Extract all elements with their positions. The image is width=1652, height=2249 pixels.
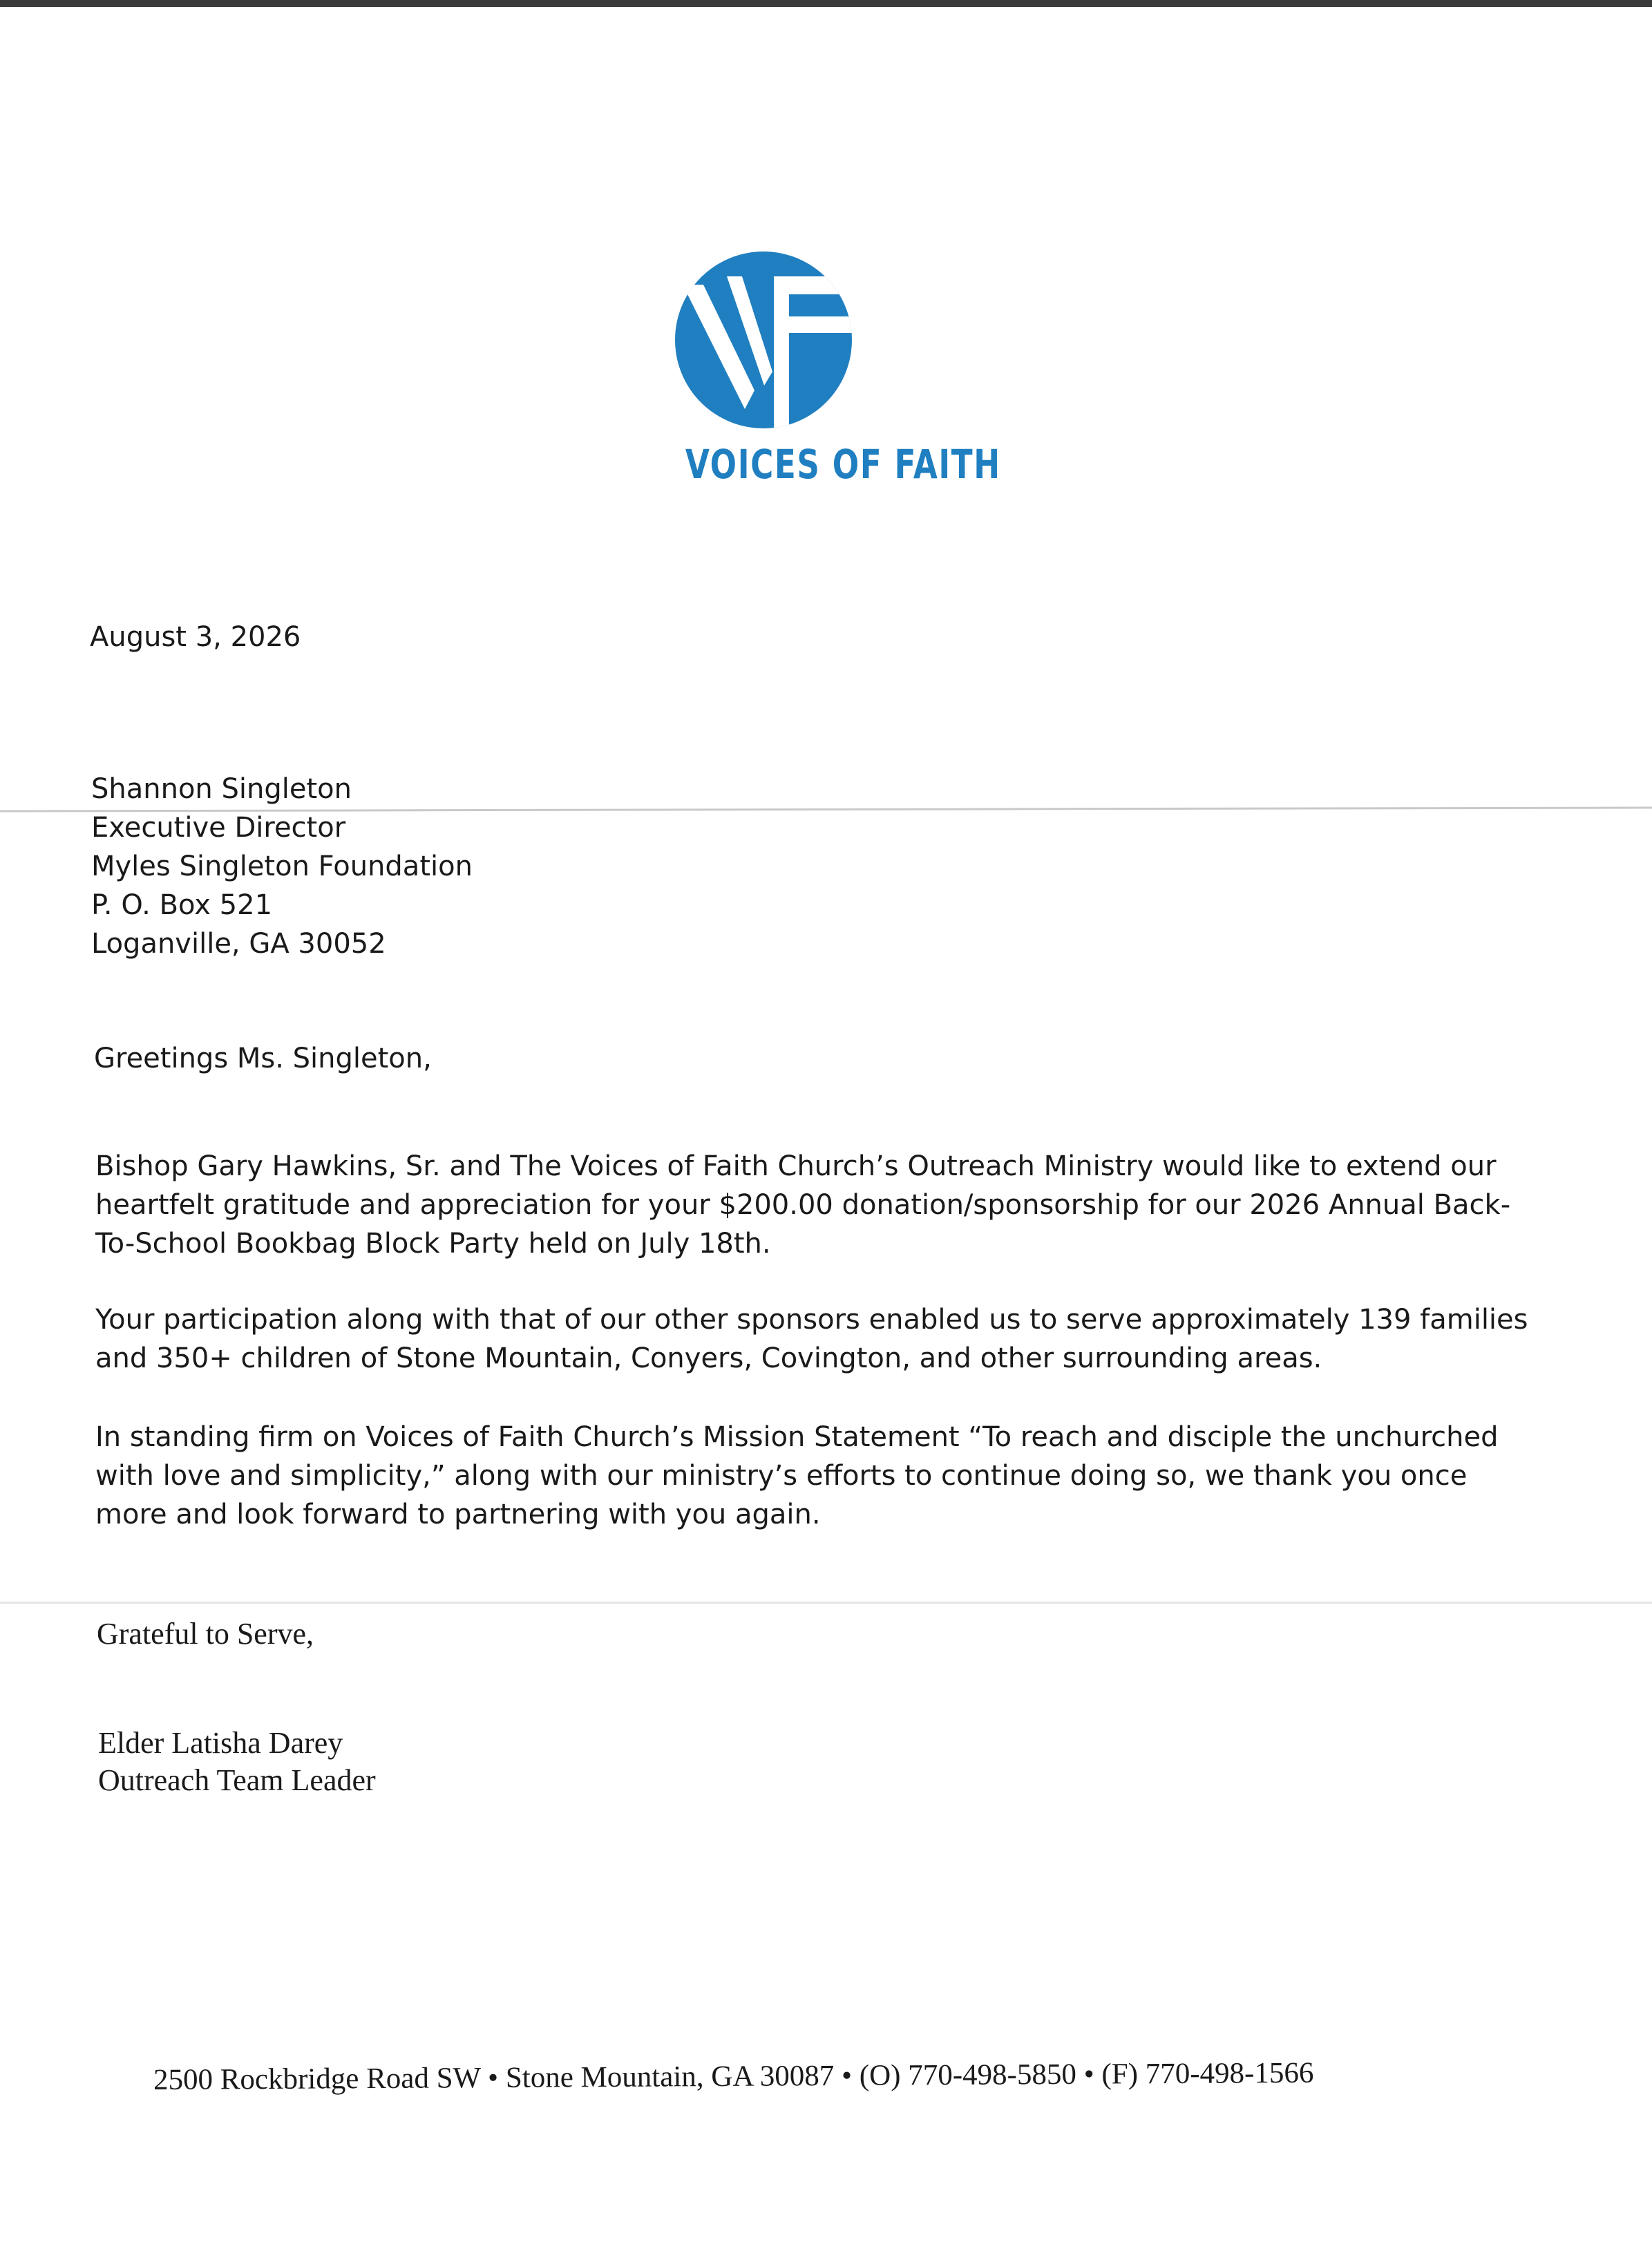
recipient-organization: Myles Singleton Foundation xyxy=(91,851,473,882)
paragraph-line: heartfelt gratitude and appreciation for your $200.00 donation/sponsorship for our 2026 Annual Back- xyxy=(95,1189,1511,1221)
recipient-title: Executive Director xyxy=(91,812,346,844)
paragraph-line: and 350+ children of Stone Mountain, Conyers, Covington, and other surrounding areas. xyxy=(95,1342,1322,1374)
letterhead-footer-address: 2500 Rockbridge Road SW • Stone Mountain, GA 30087 • (O) 770-498-5850 • (F) 770-498-1566 xyxy=(153,2056,1314,2096)
voices-of-faith-logo-icon xyxy=(670,249,857,428)
signatory-name: Elder Latisha Darey xyxy=(98,1726,343,1760)
salutation: Greetings Ms. Singleton, xyxy=(94,1043,432,1074)
body-paragraph-3 xyxy=(95,1418,1499,1534)
body-paragraph-2 xyxy=(95,1300,1528,1378)
paragraph-line: Your participation along with that of our other sponsors enabled us to serve approximately 139 families xyxy=(95,1304,1528,1336)
paragraph-line: more and look forward to partnering with you again. xyxy=(95,1499,821,1530)
recipient-name: Shannon Singleton xyxy=(91,773,352,805)
body-paragraph-1 xyxy=(95,1147,1510,1263)
paragraph-line: with love and simplicity,” along with our ministry’s efforts to continue doing so, we thank you once xyxy=(95,1460,1468,1492)
recipient-address-line2: Loganville, GA 30052 xyxy=(91,928,386,960)
paragraph-line: Bishop Gary Hawkins, Sr. and The Voices of Faith Church’s Outreach Ministry would like to extend our xyxy=(95,1150,1497,1182)
organization-name: VOICES OF FAITH xyxy=(685,441,1001,488)
scan-top-edge xyxy=(0,0,1652,7)
letterhead-logo xyxy=(663,249,1001,488)
complimentary-closing: Grateful to Serve, xyxy=(97,1617,314,1651)
letter-date: August 3, 2026 xyxy=(90,621,301,653)
paragraph-line: In standing firm on Voices of Faith Church’s Mission Statement “To reach and disciple the unchurched xyxy=(95,1421,1499,1453)
paragraph-line: To-School Bookbag Block Party held on July 18th. xyxy=(95,1228,771,1260)
recipient-address-block xyxy=(91,770,473,963)
recipient-address-line1: P. O. Box 521 xyxy=(91,889,273,921)
signature-block xyxy=(98,1725,376,1799)
signatory-title: Outreach Team Leader xyxy=(98,1763,376,1797)
paper-fold-line xyxy=(0,1602,1652,1604)
